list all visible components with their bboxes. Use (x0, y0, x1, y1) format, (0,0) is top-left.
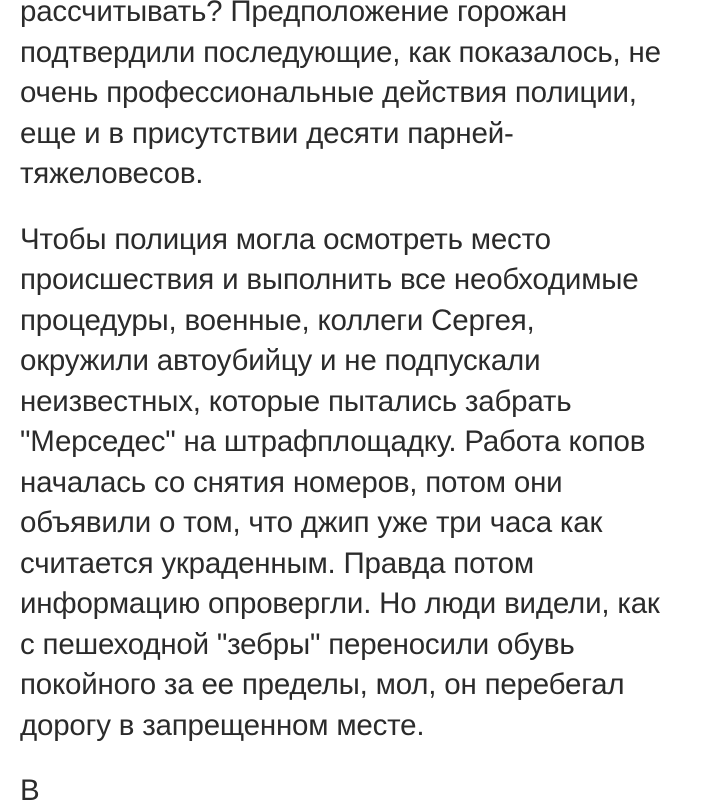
text-line: происшествия и выполнить все необходимые (20, 263, 639, 296)
paragraph-1 (20, 0, 710, 195)
text-line: очень профессиональные действия полиции, (20, 76, 637, 109)
text-line: рассчитывать? Предположение горожан (20, 0, 568, 28)
text-line: информацию опровергли. Но люди видели, как (20, 587, 660, 620)
text-line: покойного за ее пределы, мол, он перебегал (20, 668, 625, 701)
paragraph-2 (20, 220, 710, 747)
text-line: еще и в присутствии десяти парней- (20, 116, 514, 150)
text-line: "Мерседес" на штрафплощадку. Работа копов (20, 425, 646, 458)
text-line: окружили автоубийцу и не подпускали (20, 344, 541, 377)
text-line: подтвердили последующие, как показалось, не (20, 35, 661, 69)
article-text (20, 0, 710, 812)
text-line: Чтобы полиция могла осмотреть место (20, 222, 551, 256)
text-line: дорогу в запрещенном месте. (20, 708, 425, 742)
text-line: считается украденным. Правда потом (20, 546, 534, 580)
text-line: началась со снятия номеров, потом они (20, 465, 563, 499)
text-line: процедуры, военные, коллеги Сергея, (20, 303, 535, 337)
text-line: объявили о том, что джип уже три часа как (20, 506, 603, 539)
text-line: с пешеходной "зебры" переносили обувь (20, 627, 575, 661)
text-line: тяжеловесов. (20, 157, 204, 190)
paragraph-3 (20, 771, 710, 812)
text-line: неизвестных, которые пытались забрать (20, 384, 572, 418)
text-line: В (20, 774, 40, 807)
